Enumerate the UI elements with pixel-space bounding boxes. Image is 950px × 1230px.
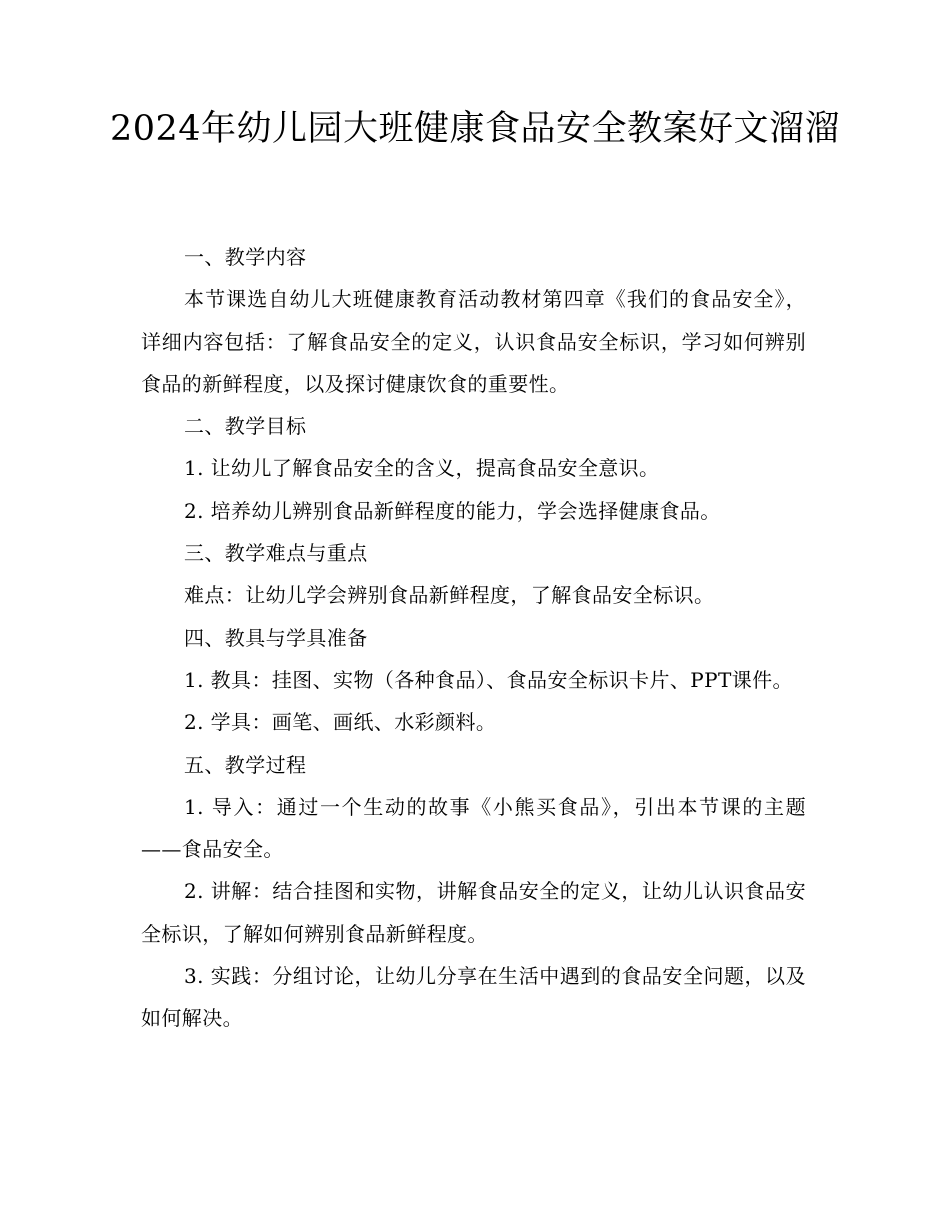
document-body (141, 236, 806, 1040)
objective-item: 1. 让幼儿了解食品安全的含义，提高食品安全意识。 (184, 456, 660, 481)
document-title: 2024年幼儿园大班健康食品安全教案好文溜溜 (109, 109, 841, 149)
process-step: 1. 导入：通过一个生动的故事《小熊买食品》，引出本节课的主题——食品安全。 (141, 794, 806, 862)
section-heading-difficulties: 三、教学难点与重点 (184, 541, 368, 566)
section-heading-materials: 四、教具与学具准备 (184, 625, 368, 650)
section-heading-content: 一、教学内容 (184, 245, 307, 269)
process-step: 3. 实践：分组讨论，让幼儿分享在生活中遇到的食品安全问题，以及如何解决。 (141, 964, 806, 1031)
process-step: 2. 讲解：结合挂图和实物，讲解食品安全的定义，让幼儿认识食品安全标识，了解如何辨别食品新鲜程度。 (141, 879, 806, 946)
objective-item: 2. 培养幼儿辨别食品新鲜程度的能力，学会选择健康食品。 (184, 498, 721, 523)
section-heading-objectives: 二、教学目标 (184, 414, 307, 439)
materials-item: 1. 教具：挂图、实物（各种食品）、食品安全标识卡片、PPT课件。 (184, 667, 793, 692)
paragraph-difficulties: 难点：让幼儿学会辨别食品新鲜程度，了解食品安全标识。 (184, 583, 715, 608)
paragraph-content: 本节课选自幼儿大班健康教育活动教材第四章《我们的食品安全》，详细内容包括：了解食品安全的定义，认识食品安全标识，学习如何辨别食品的新鲜程度，以及探讨健康饮食的重要性。 (141, 287, 806, 396)
materials-item: 2. 学具：画笔、画纸、水彩颜料。 (184, 710, 497, 735)
section-heading-process: 五、教学过程 (184, 752, 307, 777)
